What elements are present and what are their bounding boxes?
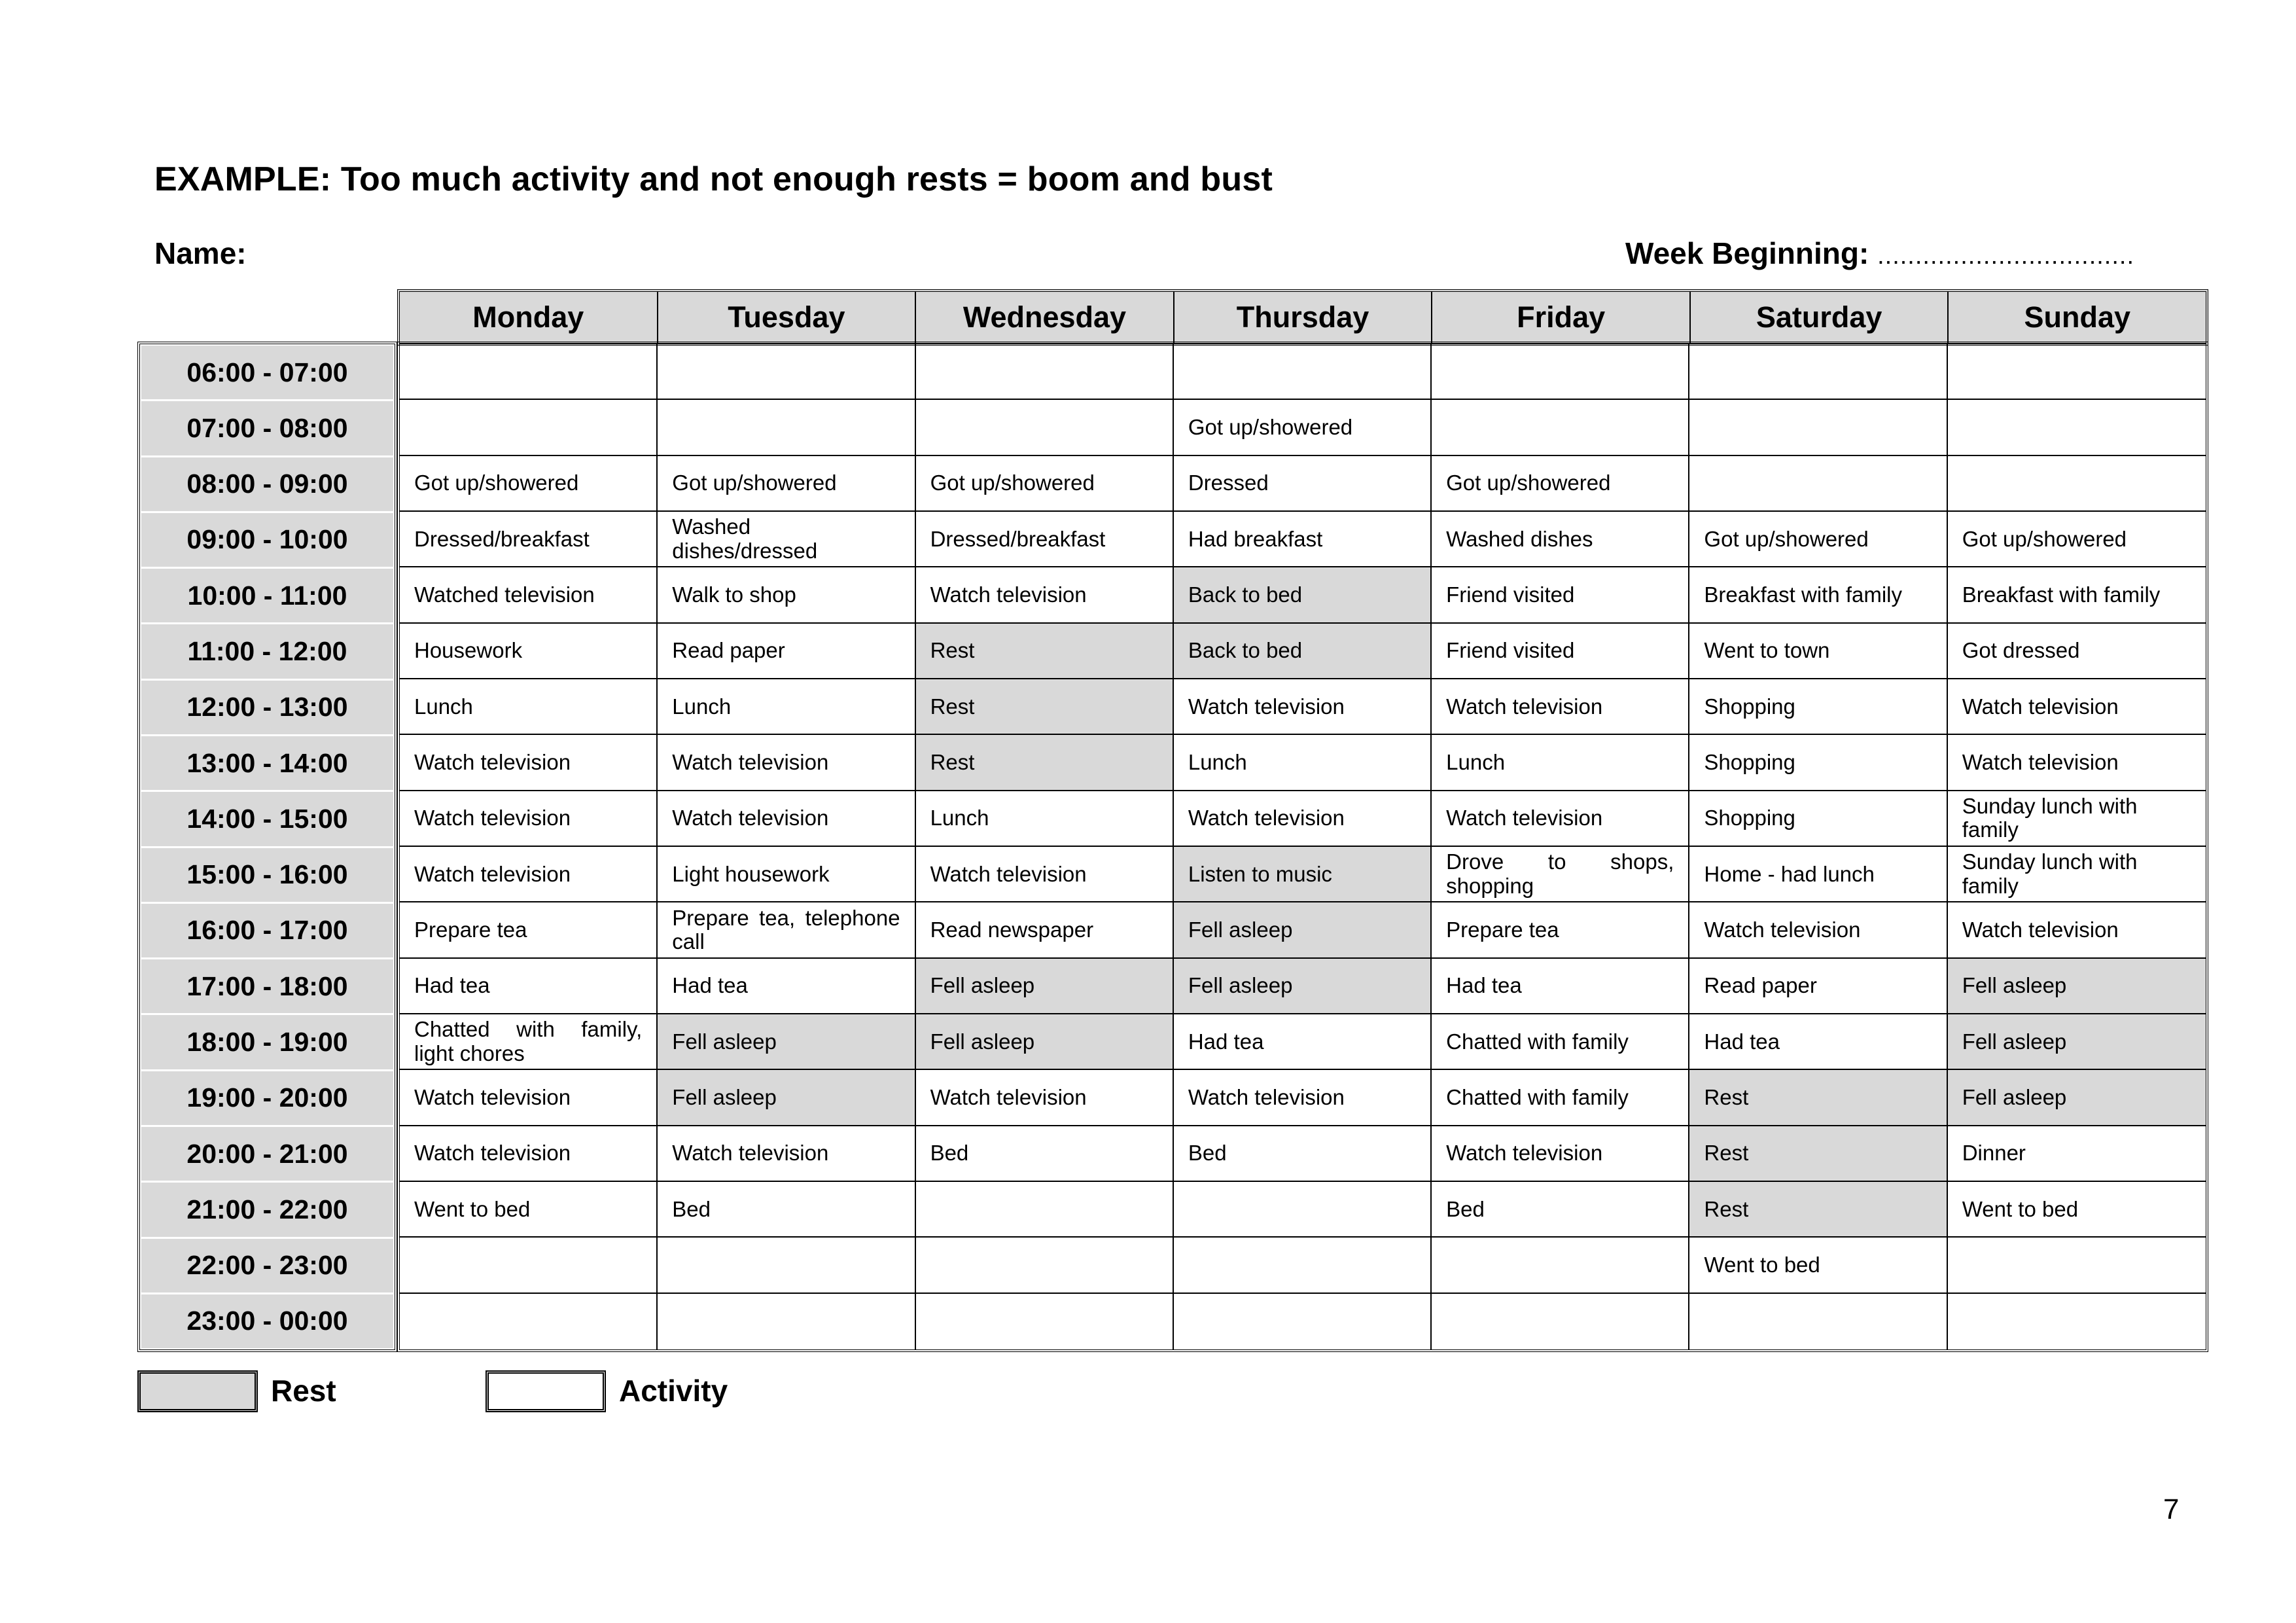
schedule-cell-text: Fell asleep bbox=[1962, 973, 2067, 998]
schedule-cell-activity bbox=[400, 512, 658, 567]
schedule-cell-text: Watched television bbox=[414, 582, 595, 607]
schedule-cell-activity bbox=[658, 791, 915, 847]
schedule-cell-activity bbox=[1432, 1014, 1689, 1070]
schedule-cell-activity bbox=[658, 1126, 915, 1182]
schedule-cell-activity bbox=[1948, 1238, 2206, 1293]
schedule-cell-activity bbox=[1689, 679, 1947, 735]
schedule-cell-activity bbox=[658, 679, 915, 735]
schedule-cell-activity bbox=[1689, 959, 1947, 1014]
schedule-cell-text: Chatted with family bbox=[1446, 1084, 1629, 1109]
schedule-cell-text: Chatted with family bbox=[1446, 1029, 1629, 1054]
time-slot-label: 21:00 - 22:00 bbox=[141, 1183, 393, 1238]
time-slot-label: 06:00 - 07:00 bbox=[141, 346, 393, 401]
schedule-cell-activity bbox=[400, 1294, 658, 1349]
schedule-cell-text: Chatted with family, light chores bbox=[414, 1017, 643, 1065]
schedule-cell-text: Prepare tea bbox=[1446, 917, 1559, 942]
schedule-cell-text: Drove to shops, shopping bbox=[1446, 849, 1674, 898]
week-beginning-label bbox=[1625, 236, 2134, 271]
day-header-tuesday: Tuesday bbox=[658, 292, 917, 343]
day-header-monday: Monday bbox=[400, 292, 658, 343]
schedule-cell-activity bbox=[1174, 456, 1432, 512]
schedule-cell-text: Went to town bbox=[1704, 638, 1830, 663]
day-header-saturday: Saturday bbox=[1691, 292, 1949, 343]
schedule-cell-activity bbox=[1689, 567, 1947, 623]
schedule-cell-text: Lunch bbox=[1446, 749, 1506, 774]
schedule-cell-text: Shopping bbox=[1704, 749, 1795, 774]
schedule-cell-activity bbox=[1432, 512, 1689, 567]
page-title: EXAMPLE: Too much activity and not enough rests = boom and bust bbox=[154, 160, 1273, 198]
schedule-cell-activity bbox=[916, 456, 1174, 512]
schedule-cell-activity bbox=[400, 456, 658, 512]
schedule-cell-text: Lunch bbox=[414, 694, 473, 719]
schedule-cell-activity bbox=[400, 567, 658, 623]
schedule-cell-text: Fell asleep bbox=[930, 973, 1035, 998]
schedule-cell-activity bbox=[1174, 1014, 1432, 1070]
schedule-cell-activity bbox=[1689, 791, 1947, 847]
schedule-cell-text: Got up/showered bbox=[930, 471, 1095, 495]
schedule-cell-activity bbox=[1432, 1126, 1689, 1182]
day-header-thursday: Thursday bbox=[1174, 292, 1433, 343]
legend-activity-label: Activity bbox=[619, 1374, 728, 1408]
schedule-cell-text: Shopping bbox=[1704, 806, 1795, 830]
schedule-cell-text: Fell asleep bbox=[1188, 973, 1293, 998]
schedule-cell-activity bbox=[1948, 902, 2206, 958]
schedule-cell-activity bbox=[1432, 1238, 1689, 1293]
schedule-cell-text: Rest bbox=[930, 638, 975, 663]
schedule-cell-activity bbox=[916, 1238, 1174, 1293]
schedule-cell-activity bbox=[1948, 400, 2206, 455]
schedule-cell-text: Read paper bbox=[672, 638, 785, 663]
schedule-cell-activity bbox=[400, 1238, 658, 1293]
schedule-cell-activity bbox=[1432, 344, 1689, 400]
schedule-cell-activity bbox=[1948, 1294, 2206, 1349]
schedule-cell-activity bbox=[400, 1014, 658, 1070]
schedule-cell-text: Rest bbox=[930, 694, 975, 719]
schedule-cell-activity bbox=[658, 456, 915, 512]
schedule-cell-text: Sunday lunch with family bbox=[1962, 849, 2138, 898]
schedule-cell-activity bbox=[1948, 1126, 2206, 1182]
schedule-cell-activity bbox=[658, 1238, 915, 1293]
schedule-cell-text: Watch television bbox=[1446, 1141, 1603, 1166]
schedule-cell-activity bbox=[1174, 791, 1432, 847]
schedule-cell-activity bbox=[658, 847, 915, 902]
legend-rest-swatch bbox=[137, 1370, 258, 1412]
schedule-cell-activity bbox=[1689, 1014, 1947, 1070]
schedule-cell-activity bbox=[400, 1070, 658, 1126]
schedule-cell-text: Watch television bbox=[1446, 806, 1603, 830]
schedule-cell-rest bbox=[1174, 902, 1432, 958]
schedule-cell-activity bbox=[1948, 567, 2206, 623]
time-slot-label: 08:00 - 09:00 bbox=[141, 457, 393, 513]
schedule-cell-activity bbox=[658, 959, 915, 1014]
schedule-cell-activity bbox=[658, 344, 915, 400]
schedule-cell-activity bbox=[1948, 1182, 2206, 1238]
schedule-cell-activity bbox=[1432, 959, 1689, 1014]
schedule-cell-activity bbox=[1689, 735, 1947, 791]
schedule-cell-text: Fell asleep bbox=[672, 1029, 777, 1054]
schedule-cell-activity bbox=[658, 1182, 915, 1238]
schedule-cell-text: Watch television bbox=[930, 861, 1087, 886]
schedule-cell-activity bbox=[1948, 624, 2206, 679]
schedule-cell-text: Sunday lunch with family bbox=[1962, 794, 2138, 842]
schedule-cell-text: Got up/showered bbox=[1188, 414, 1353, 439]
schedule-cell-rest bbox=[916, 959, 1174, 1014]
schedule-cell-text: Dinner bbox=[1962, 1141, 2026, 1166]
schedule-cell-rest bbox=[1948, 1014, 2206, 1070]
schedule-cell-text: Bed bbox=[930, 1141, 969, 1166]
day-header-friday: Friday bbox=[1432, 292, 1691, 343]
schedule-cell-text: Bed bbox=[1446, 1196, 1485, 1221]
schedule-cell-text: Dressed/breakfast bbox=[930, 526, 1106, 551]
schedule-cell-text: Dressed bbox=[1188, 471, 1269, 495]
schedule-cell-text: Had tea bbox=[672, 973, 748, 998]
schedule-cell-activity bbox=[1689, 1238, 1947, 1293]
schedule-cell-activity bbox=[658, 624, 915, 679]
page-number: 7 bbox=[2163, 1493, 2180, 1525]
schedule-cell-text: Got up/showered bbox=[1446, 471, 1611, 495]
schedule-cell-activity bbox=[1432, 1182, 1689, 1238]
schedule-cell-text: Read newspaper bbox=[930, 917, 1094, 942]
schedule-cell-activity bbox=[1432, 400, 1689, 455]
schedule-cell-activity bbox=[1432, 1294, 1689, 1349]
name-label: Name: bbox=[154, 236, 247, 270]
schedule-cell-text: Watch television bbox=[672, 1141, 829, 1166]
schedule-cell-activity bbox=[916, 567, 1174, 623]
schedule-cell-text: Watch television bbox=[1962, 917, 2119, 942]
schedule-cell-text: Had tea bbox=[414, 973, 490, 998]
schedule-cell-activity bbox=[400, 344, 658, 400]
schedule-cell-activity bbox=[1948, 735, 2206, 791]
schedule-cell-text: Home - had lunch bbox=[1704, 861, 1875, 886]
schedule-cell-activity bbox=[1689, 512, 1947, 567]
schedule-cell-activity bbox=[400, 902, 658, 958]
schedule-cell-rest bbox=[1689, 1070, 1947, 1126]
schedule-cell-activity bbox=[1689, 1294, 1947, 1349]
schedule-cell-rest bbox=[1689, 1182, 1947, 1238]
schedule-cell-text: Friend visited bbox=[1446, 638, 1575, 663]
time-slot-label: 11:00 - 12:00 bbox=[141, 624, 393, 680]
schedule-cell-text: Fell asleep bbox=[1962, 1029, 2067, 1054]
schedule-cell-activity bbox=[916, 512, 1174, 567]
schedule-cell-activity bbox=[658, 902, 915, 958]
schedule-cell-text: Rest bbox=[1704, 1141, 1749, 1166]
schedule-cell-rest bbox=[1174, 567, 1432, 623]
schedule-cell-text: Washed dishes bbox=[1446, 526, 1593, 551]
schedule-cell-activity bbox=[916, 791, 1174, 847]
schedule-cell-text: Back to bed bbox=[1188, 582, 1303, 607]
time-slot-label: 10:00 - 11:00 bbox=[141, 569, 393, 624]
schedule-cell-text: Watch television bbox=[414, 1084, 571, 1109]
day-header-row bbox=[397, 289, 2208, 346]
schedule-cell-activity bbox=[1689, 344, 1947, 400]
schedule-cell-activity bbox=[1689, 847, 1947, 902]
time-slot-label: 13:00 - 14:00 bbox=[141, 736, 393, 792]
schedule-cell-activity bbox=[1948, 344, 2206, 400]
schedule-cell-rest bbox=[1689, 1126, 1947, 1182]
schedule-cell-activity bbox=[1174, 735, 1432, 791]
schedule-cell-text: Watch television bbox=[1962, 749, 2119, 774]
schedule-cell-activity bbox=[1689, 400, 1947, 455]
time-slot-label: 17:00 - 18:00 bbox=[141, 959, 393, 1015]
schedule-cell-rest bbox=[916, 735, 1174, 791]
time-slot-label: 14:00 - 15:00 bbox=[141, 792, 393, 847]
time-slot-label: 07:00 - 08:00 bbox=[141, 401, 393, 457]
schedule-cell-text: Watch television bbox=[672, 749, 829, 774]
schedule-cell-activity bbox=[1432, 1070, 1689, 1126]
schedule-cell-activity bbox=[400, 791, 658, 847]
schedule-cell-text: Got up/showered bbox=[1704, 526, 1869, 551]
schedule-cell-text: Watch television bbox=[414, 861, 571, 886]
schedule-cell-activity bbox=[658, 400, 915, 455]
schedule-cell-text: Prepare tea bbox=[414, 917, 527, 942]
schedule-cell-text: Lunch bbox=[930, 806, 989, 830]
schedule-cell-text: Rest bbox=[930, 749, 975, 774]
schedule-cell-text: Got dressed bbox=[1962, 638, 2080, 663]
schedule-cell-text: Fell asleep bbox=[930, 1029, 1035, 1054]
schedule-cell-rest bbox=[1948, 1070, 2206, 1126]
time-slot-label: 15:00 - 16:00 bbox=[141, 848, 393, 904]
schedule-cell-activity bbox=[916, 1294, 1174, 1349]
schedule-cell-text: Watch television bbox=[1704, 917, 1861, 942]
schedule-cell-rest bbox=[1174, 847, 1432, 902]
schedule-cell-text: Watch television bbox=[414, 1141, 571, 1166]
schedule-cell-text: Lunch bbox=[672, 694, 732, 719]
schedule-cell-activity bbox=[1948, 847, 2206, 902]
schedule-cell-activity bbox=[1432, 847, 1689, 902]
time-slot-column bbox=[137, 342, 397, 1352]
schedule-cell-text: Fell asleep bbox=[1962, 1084, 2067, 1109]
day-header-wednesday: Wednesday bbox=[916, 292, 1174, 343]
schedule-cell-activity bbox=[1432, 735, 1689, 791]
schedule-cell-activity bbox=[1174, 512, 1432, 567]
schedule-cell-text: Friend visited bbox=[1446, 582, 1575, 607]
schedule-cell-text: Went to bed bbox=[1962, 1196, 2079, 1221]
schedule-cell-activity bbox=[1174, 1238, 1432, 1293]
schedule-cell-text: Watch television bbox=[1446, 694, 1603, 719]
schedule-cell-text: Washed dishes/dressed bbox=[672, 514, 818, 563]
schedule-cell-text: Watch television bbox=[1188, 806, 1345, 830]
schedule-cell-text: Watch television bbox=[414, 806, 571, 830]
schedule-cell-text: Watch television bbox=[672, 806, 829, 830]
week-beginning-field: .................................. bbox=[1877, 242, 2135, 270]
schedule-cell-text: Prepare tea, telephone call bbox=[672, 905, 900, 954]
schedule-cell-activity bbox=[1689, 624, 1947, 679]
schedule-cell-activity bbox=[400, 624, 658, 679]
schedule-grid bbox=[397, 342, 2208, 1352]
schedule-cell-text: Watch television bbox=[1188, 1084, 1345, 1109]
schedule-cell-text: Got up/showered bbox=[1962, 526, 2127, 551]
schedule-cell-activity bbox=[1174, 1294, 1432, 1349]
day-header-sunday: Sunday bbox=[2024, 300, 2131, 334]
schedule-cell-text: Read paper bbox=[1704, 973, 1817, 998]
schedule-cell-activity bbox=[400, 959, 658, 1014]
schedule-cell-activity bbox=[1174, 1070, 1432, 1126]
schedule-cell-text: Walk to shop bbox=[672, 582, 796, 607]
schedule-cell-activity bbox=[1689, 456, 1947, 512]
schedule-cell-text: Had tea bbox=[1446, 973, 1522, 998]
schedule-cell-activity bbox=[400, 679, 658, 735]
schedule-cell-activity bbox=[916, 1070, 1174, 1126]
schedule-cell-activity bbox=[1174, 1126, 1432, 1182]
schedule-cell-text: Fell asleep bbox=[1188, 917, 1293, 942]
schedule-cell-text: Fell asleep bbox=[672, 1084, 777, 1109]
time-slot-label: 16:00 - 17:00 bbox=[141, 904, 393, 959]
schedule-cell-activity bbox=[1432, 567, 1689, 623]
schedule-cell-text: Breakfast with family bbox=[1962, 582, 2161, 607]
schedule-cell-activity bbox=[658, 1294, 915, 1349]
schedule-cell-text: Lunch bbox=[1188, 749, 1247, 774]
schedule-cell-text: Rest bbox=[1704, 1196, 1749, 1221]
time-slot-label: 09:00 - 10:00 bbox=[141, 513, 393, 569]
time-slot-label: 22:00 - 23:00 bbox=[141, 1239, 393, 1294]
schedule-cell-text: Got up/showered bbox=[414, 471, 579, 495]
schedule-cell-text: Watch television bbox=[1962, 694, 2119, 719]
schedule-cell-rest bbox=[1948, 959, 2206, 1014]
schedule-cell-activity bbox=[1432, 624, 1689, 679]
schedule-cell-activity bbox=[916, 400, 1174, 455]
schedule-cell-activity bbox=[1432, 456, 1689, 512]
schedule-cell-rest bbox=[916, 1014, 1174, 1070]
schedule-cell-activity bbox=[658, 735, 915, 791]
schedule-cell-activity bbox=[916, 847, 1174, 902]
schedule-cell-activity bbox=[658, 567, 915, 623]
schedule-cell-text: Bed bbox=[672, 1196, 711, 1221]
schedule-cell-text: Shopping bbox=[1704, 694, 1795, 719]
schedule-cell-activity bbox=[1948, 791, 2206, 847]
time-slot-label: 12:00 - 13:00 bbox=[141, 681, 393, 736]
schedule-cell-rest bbox=[1174, 624, 1432, 679]
week-beginning-text: Week Beginning: bbox=[1625, 236, 1878, 270]
schedule-cell-activity bbox=[916, 1182, 1174, 1238]
schedule-cell-activity bbox=[1432, 679, 1689, 735]
schedule-cell-text: Watch television bbox=[930, 1084, 1087, 1109]
schedule-cell-activity bbox=[1174, 344, 1432, 400]
schedule-cell-rest bbox=[658, 1014, 915, 1070]
schedule-cell-activity bbox=[1948, 679, 2206, 735]
schedule-cell-activity bbox=[400, 1126, 658, 1182]
legend-rest-label: Rest bbox=[271, 1374, 336, 1408]
schedule-cell-text: Breakfast with family bbox=[1704, 582, 1903, 607]
schedule-cell-text: Listen to music bbox=[1188, 861, 1332, 886]
schedule-cell-text: Housework bbox=[414, 638, 523, 663]
schedule-cell-text: Went to bed bbox=[1704, 1252, 1820, 1277]
schedule-cell-rest bbox=[658, 1070, 915, 1126]
schedule-cell-activity bbox=[658, 512, 915, 567]
schedule-cell-text: Light housework bbox=[672, 861, 830, 886]
schedule-cell-rest bbox=[1174, 959, 1432, 1014]
schedule-cell-text: Back to bed bbox=[1188, 638, 1303, 663]
schedule-cell-activity bbox=[1948, 456, 2206, 512]
schedule-cell-activity bbox=[1432, 902, 1689, 958]
schedule-cell-activity bbox=[916, 902, 1174, 958]
schedule-cell-activity bbox=[1432, 791, 1689, 847]
schedule-cell-activity bbox=[400, 735, 658, 791]
schedule-cell-activity bbox=[1689, 902, 1947, 958]
schedule-cell-activity bbox=[400, 1182, 658, 1238]
schedule-cell-text: Went to bed bbox=[414, 1196, 531, 1221]
legend-activity-swatch bbox=[486, 1370, 606, 1412]
schedule-cell-activity bbox=[1174, 1182, 1432, 1238]
schedule-cell-activity bbox=[1948, 512, 2206, 567]
schedule-cell-rest bbox=[916, 679, 1174, 735]
schedule-cell-activity bbox=[1174, 400, 1432, 455]
schedule-cell-activity bbox=[916, 344, 1174, 400]
schedule-cell-text: Watch television bbox=[414, 749, 571, 774]
schedule-cell-text: Had breakfast bbox=[1188, 526, 1323, 551]
time-slot-label: 19:00 - 20:00 bbox=[141, 1071, 393, 1127]
schedule-cell-text: Watch television bbox=[930, 582, 1087, 607]
schedule-cell-activity bbox=[916, 1126, 1174, 1182]
schedule-cell-text: Dressed/breakfast bbox=[414, 526, 590, 551]
schedule-cell-text: Got up/showered bbox=[672, 471, 837, 495]
schedule-cell-activity bbox=[400, 400, 658, 455]
time-slot-label: 20:00 - 21:00 bbox=[141, 1127, 393, 1183]
schedule-cell-text: Had tea bbox=[1704, 1029, 1780, 1054]
schedule-cell-text: Watch television bbox=[1188, 694, 1345, 719]
schedule-cell-rest bbox=[916, 624, 1174, 679]
time-slot-label: 18:00 - 19:00 bbox=[141, 1015, 393, 1071]
schedule-cell-text: Rest bbox=[1704, 1084, 1749, 1109]
schedule-cell-activity bbox=[1174, 679, 1432, 735]
schedule-cell-text: Had tea bbox=[1188, 1029, 1264, 1054]
schedule-cell-activity bbox=[400, 847, 658, 902]
time-slot-label: 23:00 - 00:00 bbox=[141, 1294, 393, 1348]
schedule-cell-text: Bed bbox=[1188, 1141, 1227, 1166]
